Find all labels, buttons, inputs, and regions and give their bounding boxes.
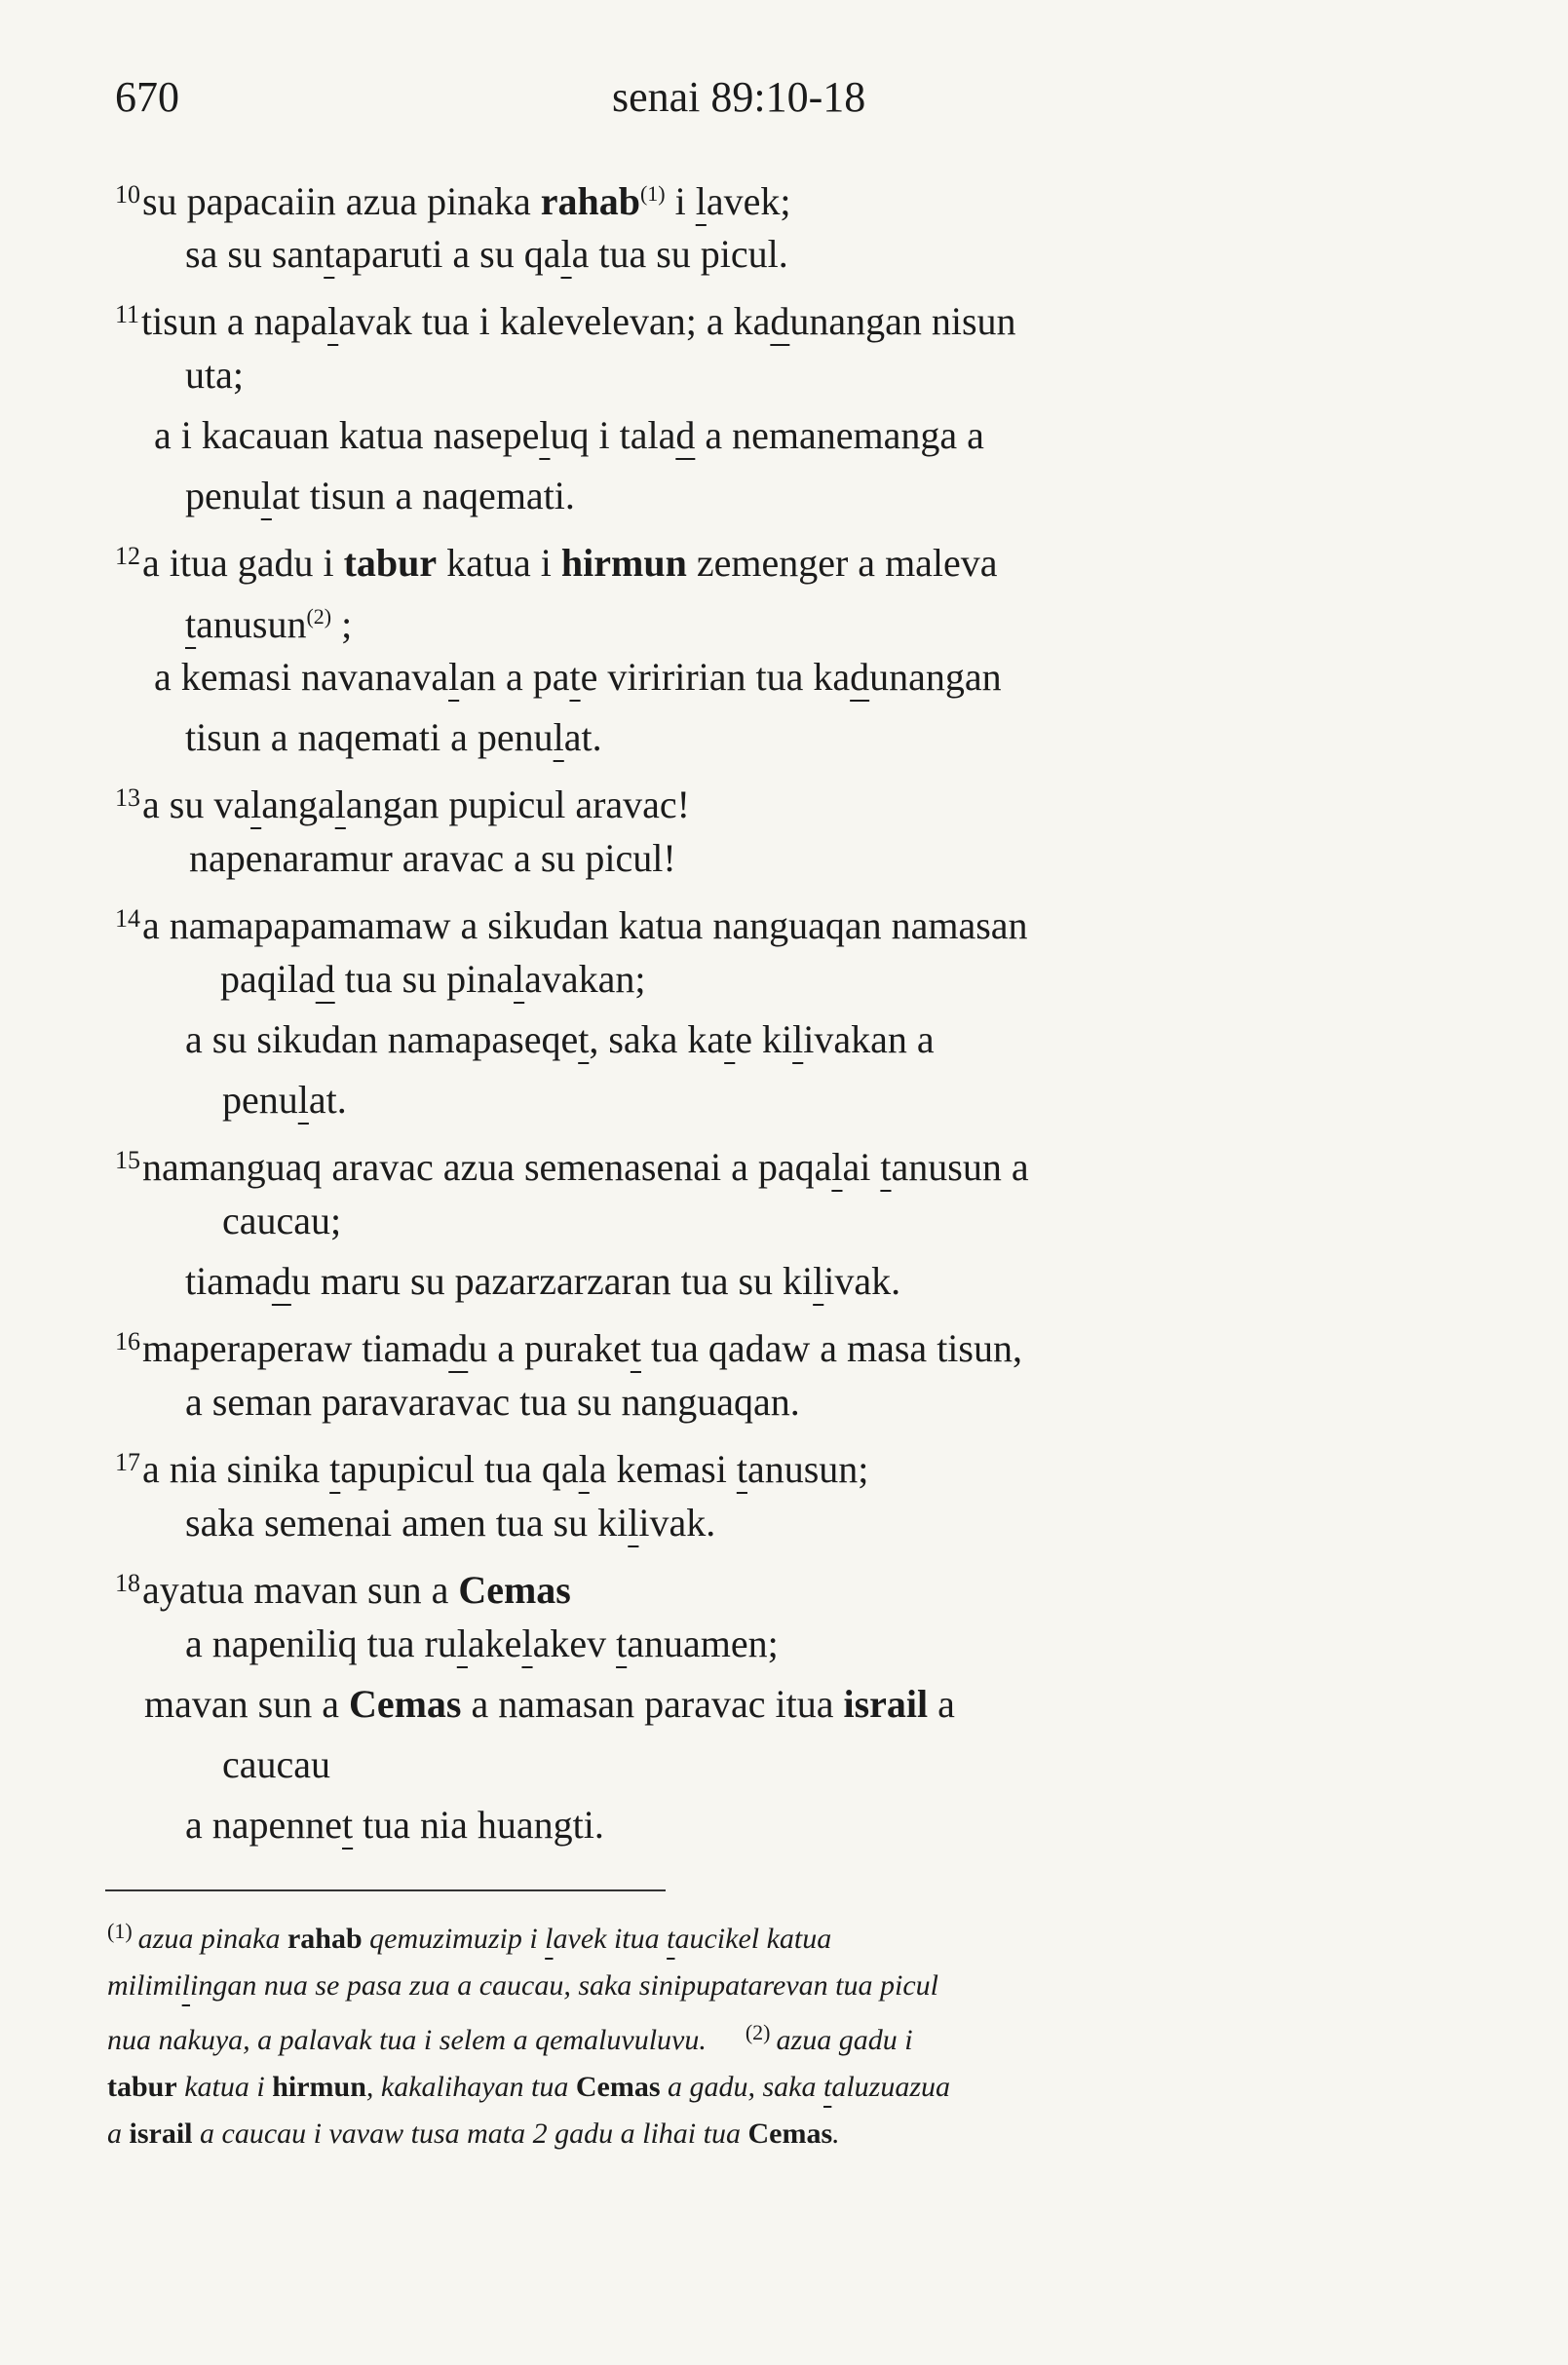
verse-11-line-4: penulat tisun a naqemati. xyxy=(185,474,575,517)
term-tabur: tabur xyxy=(343,541,438,585)
verse-13-line-1: $^{13}$a su valangalangan pupicul aravac! xyxy=(115,782,690,826)
footnotes xyxy=(107,1908,1423,2157)
page-number: 670 xyxy=(115,73,179,121)
term-rahab: rahab xyxy=(540,179,640,223)
footnote-2-line-1: tabur katua i hirmun, kakalihayan tua Cemas a gadu, saka taluzuazua xyxy=(107,2071,951,2103)
verse-12-line-2: tanusun$^{(2)}$ ; xyxy=(185,602,353,646)
verse-15-line-2: caucau; xyxy=(222,1199,342,1242)
verse-number: 17 xyxy=(115,1448,140,1476)
verse-number: 11 xyxy=(115,300,140,328)
verse-number: 16 xyxy=(115,1327,140,1355)
verse-text xyxy=(115,164,1421,1855)
verse-10-line-1: $^{10}$su papacaiin azua pinaka rahab$^{(1)}$ i lavek; xyxy=(115,179,791,223)
verse-number: 10 xyxy=(115,180,140,209)
verse-16-line-1: $^{16}$maperaperaw tiamadu a puraket tua qadaw a masa tisun, xyxy=(115,1326,1022,1370)
verse-11-line-2: uta; xyxy=(185,353,244,397)
verse-10-line-2: sa su santaparuti a su qala tua su picul. xyxy=(185,232,788,276)
verse-15-line-3: tiamadu maru su pazarzarzaran tua su kilivak. xyxy=(185,1259,901,1303)
footnote-1-line-2: milimilingan nua se pasa zua a caucau, saka sinipupatarevan tua picul xyxy=(107,1969,939,2002)
page-header xyxy=(115,72,1471,131)
verse-12-line-3: a kemasi navanavalan a pate viriririan tua kadunangan xyxy=(154,655,1002,699)
verse-number: 12 xyxy=(115,542,140,570)
verse-12-line-4: tisun a naqemati a penulat. xyxy=(185,715,602,759)
verse-18-line-1: $^{18}$ayatua mavan sun a Cemas xyxy=(115,1568,571,1612)
term-cemas: Cemas xyxy=(348,1682,462,1726)
running-head: senai 89:10-18 xyxy=(612,73,866,121)
verse-18-line-2: a napeniliq tua rulakelakev tanuamen; xyxy=(185,1621,779,1665)
verse-13-line-2: napenaramur aravac a su picul! xyxy=(189,836,676,880)
verse-15-line-1: $^{15}$namanguaq aravac azua semenasenai a paqalai tanusun a xyxy=(115,1145,1029,1189)
footnote-1-line-1: $^{(1)}$ azua pinaka rahab qemuzimuzip i lavek itua taucikel katua xyxy=(107,1919,832,1955)
verse-11-line-1: $^{11}$tisun a napalavak tua i kalevelevan; a kadunangan nisun xyxy=(115,299,1016,343)
verse-12-line-1: $^{12}$a itua gadu i tabur katua i hirmun zemenger a maleva xyxy=(115,541,998,585)
footnote-2-line-2: a israil a caucau i vavaw tusa mata 2 gadu a lihai tua Cemas. xyxy=(107,2117,840,2150)
verse-14-line-4: penulat. xyxy=(222,1078,347,1122)
footnote-divider xyxy=(105,1889,666,1891)
footnote-mark-1: (1) xyxy=(107,1919,133,1943)
verse-18-line-5: a napennet tua nia huangti. xyxy=(185,1803,604,1847)
footnote-ref-2[interactable]: (2) xyxy=(306,604,332,629)
verse-14-line-1: $^{14}$a namapapamamaw a sikudan katua nanguaqan namasan xyxy=(115,903,1028,947)
verse-18-line-3: mavan sun a Cemas a namasan paravac itua israil a xyxy=(144,1682,955,1726)
verse-18-line-4: caucau xyxy=(222,1742,331,1786)
verse-14-line-2: paqilad tua su pinalavakan; xyxy=(220,957,646,1001)
verse-11-line-3: a i kacauan katua nasepeluq i talad a nemanemanga a xyxy=(154,413,984,457)
verse-number: 13 xyxy=(115,783,140,812)
term-hirmun: hirmun xyxy=(560,541,687,585)
verse-number: 18 xyxy=(115,1569,140,1597)
verse-number: 15 xyxy=(115,1146,140,1174)
verse-17-line-2: saka semenai amen tua su kilivak. xyxy=(185,1501,716,1545)
footnote-mark-2: (2) xyxy=(745,2020,771,2044)
verse-number: 14 xyxy=(115,904,140,933)
footnote-ref-1[interactable]: (1) xyxy=(639,181,666,206)
term-cemas: Cemas xyxy=(458,1568,571,1612)
verse-14-line-3: a su sikudan namapaseqet, saka kate kilivakan a xyxy=(185,1017,935,1061)
verse-17-line-1: $^{17}$a nia sinika tapupicul tua qala kemasi tanusun; xyxy=(115,1447,869,1491)
term-israil: israil xyxy=(843,1682,929,1726)
footnote-1-line-3: nua nakuya, a palavak tua i selem a qemaluvuluvu. $^{(2)}$ azua gadu i xyxy=(107,2020,913,2056)
verse-16-line-2: a seman paravaravac tua su nanguaqan. xyxy=(185,1380,800,1424)
